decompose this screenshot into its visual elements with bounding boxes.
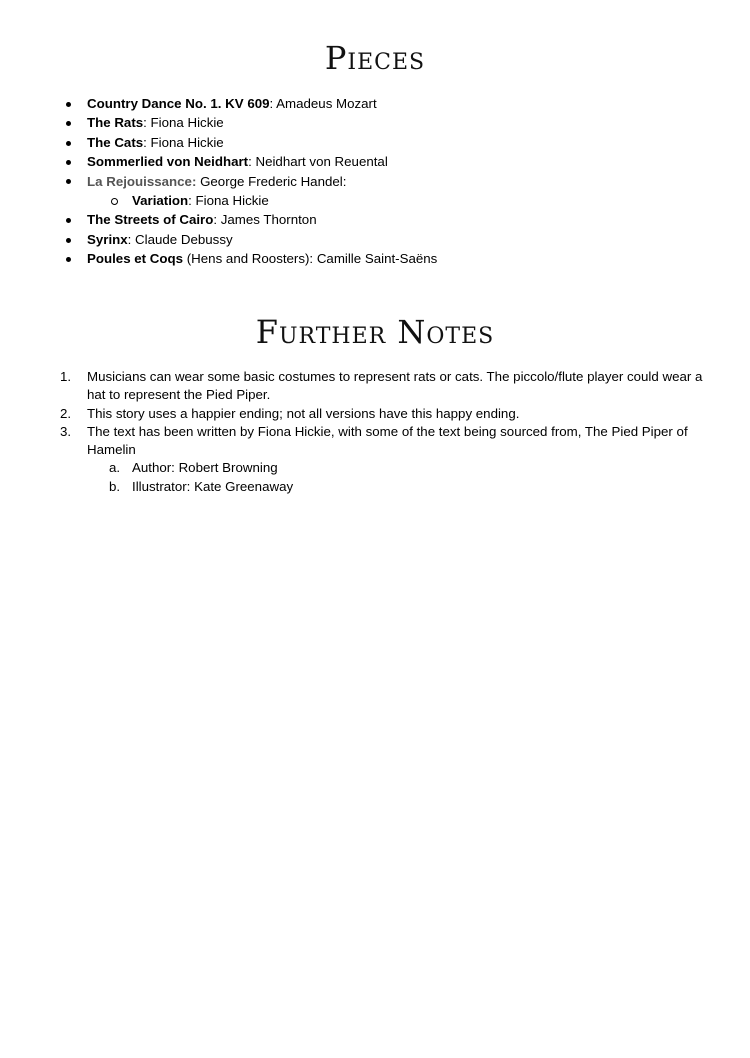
bullet-icon [63,133,73,152]
piece-composer: (Hens and Roosters): Camille Saint-Saëns [183,251,438,267]
bullet-icon [63,249,73,268]
note-text: Musicians can wear some basic costumes to represent rats or cats. The piccolo/flute player could wear a hat to represent the Pied Piper. [87,369,703,403]
note-text: The text has been written by Fiona Hickie, with some of the text being sourced from, The Pied Piper of Hamelin [87,423,688,458]
piece-composer: : Fiona Hickie [143,115,224,131]
piece-title: The Cats [87,134,144,150]
list-item [0,113,750,132]
note-number: 2. [60,405,72,421]
note-text: Illustrator: Kate Greenaway [132,478,294,494]
bullet-icon [63,172,73,191]
note-item [0,405,750,423]
list-item [0,249,750,268]
piece-title: Sommerlied von Neidhart [87,154,249,170]
hollow-bullet-icon [109,191,119,210]
list-item [0,230,750,249]
list-item [0,172,750,191]
piece-composer: : James Thornton [213,212,317,228]
piece-composer: : Fiona Hickie [188,192,269,208]
piece-composer: : Claude Debussy [127,231,233,247]
further-notes-heading: Further Notes [255,313,495,351]
list-item [0,133,750,152]
piece-composer: George Frederic Handel: [196,173,347,189]
note-letter: b. [109,478,121,494]
notes-list [0,368,750,496]
piece-composer: : Fiona Hickie [143,134,224,150]
piece-title: Poules et Coqs [87,251,184,267]
note-text: Author: Robert Browning [132,460,278,476]
sub-list-item [0,191,750,210]
piece-title: The Rats [87,115,144,131]
sub-note-item [0,459,750,477]
pieces-heading: Pieces [324,39,426,77]
piece-title: La Rejouissance: [87,173,197,189]
list-item [0,210,750,229]
piece-title: Country Dance No. 1. KV 609 [87,96,270,111]
bullet-icon [63,210,73,229]
list-item [0,152,750,171]
piece-composer: : Neidhart von Reuental [248,154,388,170]
note-item [0,368,750,405]
note-item [0,423,750,460]
piece-composer: : Amadeus Mozart [269,96,377,111]
bullet-icon [63,152,73,171]
piece-title: Variation [132,192,189,208]
bullet-icon [63,113,73,132]
note-text: This story uses a happier ending; not all versions have this happy ending. [87,405,520,421]
pieces-list [0,94,750,269]
bullet-icon [63,94,73,113]
piece-title: Syrinx [87,231,128,247]
note-number: 3. [60,423,72,439]
piece-title: The Streets of Cairo [87,212,214,228]
note-letter: a. [109,460,121,476]
sub-note-item [0,478,750,496]
note-number: 1. [60,369,72,384]
bullet-icon [63,230,73,249]
list-item [0,94,750,113]
